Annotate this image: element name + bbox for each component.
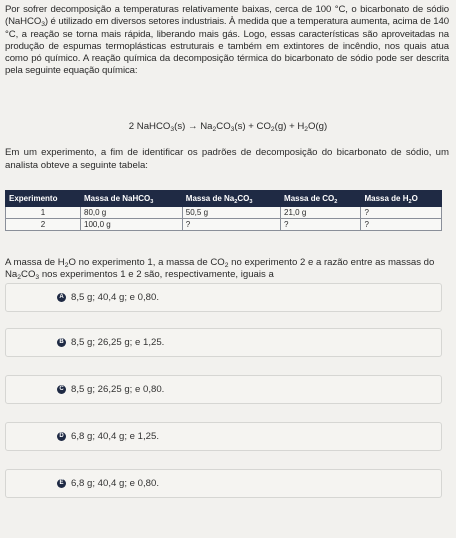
eq-part: (g) + H: [274, 121, 305, 132]
eq-sub: 2: [270, 126, 275, 133]
eq-sub: 3: [170, 126, 175, 133]
option-text: 8,5 g; 40,4 g; e 0,80.: [71, 292, 160, 303]
option-a[interactable]: [5, 283, 442, 312]
table-cell: 21,0 g: [281, 207, 361, 219]
option-e[interactable]: [5, 469, 442, 498]
header-text: Experimento: [9, 194, 58, 203]
eq-sub: 2: [212, 126, 217, 133]
stem-text: A massa de H: [5, 257, 65, 268]
option-letter-badge: A: [57, 293, 66, 302]
table-cell: ?: [281, 219, 361, 231]
stem-sub: 3: [35, 273, 40, 281]
header-sub: 3: [150, 199, 154, 205]
stem-text: O no experimento 1, a massa de CO: [68, 257, 225, 268]
header-experimento: [6, 191, 81, 207]
option-letter-badge: E: [57, 479, 66, 488]
eq-part: 2 NaHCO: [128, 121, 171, 132]
stem-text: no experimento 2 e a razão entre as massas do Na: [5, 257, 435, 280]
option-c[interactable]: [5, 375, 442, 404]
header-text: Massa de NaHCO: [84, 194, 151, 203]
table-row: [6, 207, 442, 219]
intro-text-1: Por sofrer decomposição a temperaturas relativamente baixas, cerca de 100 °C, o bicarbonato de sódio (NaHCO: [5, 4, 449, 28]
header-massa-nahco3: [81, 191, 183, 207]
header-sub: 2: [234, 199, 238, 205]
option-text: 6,8 g; 40,4 g; e 1,25.: [71, 431, 160, 442]
table-cell: 1: [6, 207, 81, 219]
header-text: O: [411, 194, 418, 203]
table-cell: 100,0 g: [81, 219, 183, 231]
intro-text-2: ) é utilizado em diversos setores industriais. À medida que a temperatura aumenta, acima de 140 °C, a reação se torna mais rápida, liberando mais gás. Logo, essas características são aproveitadas na produção de espumas termoplásticas estruturais e também em extintores de incêndio, nos quais atua como pó químico. A reação química da decomposição térmica do bicarbonato de sódio pode ser descrita pela seguinte equação química:: [5, 16, 449, 77]
header-text: Massa de Na: [185, 194, 235, 203]
eq-part: (s) → Na: [174, 121, 213, 132]
stem-text: CO: [21, 268, 36, 280]
header-text: CO: [237, 194, 250, 203]
header-massa-co2: [281, 191, 361, 207]
eq-part: CO: [216, 121, 231, 132]
table-header-row: [6, 191, 442, 207]
setup-paragraph: Em um experimento, a fim de identificar os padrões de decomposição do bicarbonato de sódio, um analista obteve a seguinte tabela:: [5, 147, 449, 171]
option-letter-badge: C: [57, 385, 66, 394]
header-text: Massa de CO: [284, 194, 335, 203]
option-text: 6,8 g; 40,4 g; e 0,80.: [71, 478, 160, 489]
chemical-equation: [0, 121, 456, 132]
table-row: [6, 219, 442, 231]
data-table: [5, 190, 442, 231]
question-stem: [5, 257, 449, 280]
eq-part: (s) + CO: [234, 121, 271, 132]
table-cell: 2: [6, 219, 81, 231]
intro-paragraph: [5, 4, 449, 78]
stem-sub: 2: [17, 273, 22, 281]
intro-subscript: 3: [41, 21, 45, 29]
eq-sub: 2: [304, 126, 309, 133]
table-cell: ?: [182, 219, 280, 231]
option-letter-badge: D: [57, 432, 66, 441]
header-sub: 2: [334, 199, 338, 205]
header-sub: 3: [249, 199, 253, 205]
header-massa-h2o: [361, 191, 442, 207]
option-b[interactable]: [5, 328, 442, 357]
table-cell: 80,0 g: [81, 207, 183, 219]
header-text: Massa de H: [364, 194, 409, 203]
option-text: 8,5 g; 26,25 g; e 1,25.: [71, 337, 165, 348]
option-text: 8,5 g; 26,25 g; e 0,80.: [71, 384, 165, 395]
eq-sub: 3: [230, 126, 235, 133]
stem-text: nos experimentos 1 e 2 são, respectivamente, iguais a: [39, 268, 274, 280]
stem-sub: 2: [64, 262, 69, 269]
eq-part: O(g): [308, 121, 328, 132]
option-letter-badge: B: [57, 338, 66, 347]
stem-sub: 2: [224, 262, 229, 269]
header-massa-na2co3: [182, 191, 280, 207]
table-cell: 50,5 g: [182, 207, 280, 219]
header-sub: 2: [408, 199, 412, 205]
table-cell: ?: [361, 219, 442, 231]
option-d[interactable]: [5, 422, 442, 451]
table-cell: ?: [361, 207, 442, 219]
